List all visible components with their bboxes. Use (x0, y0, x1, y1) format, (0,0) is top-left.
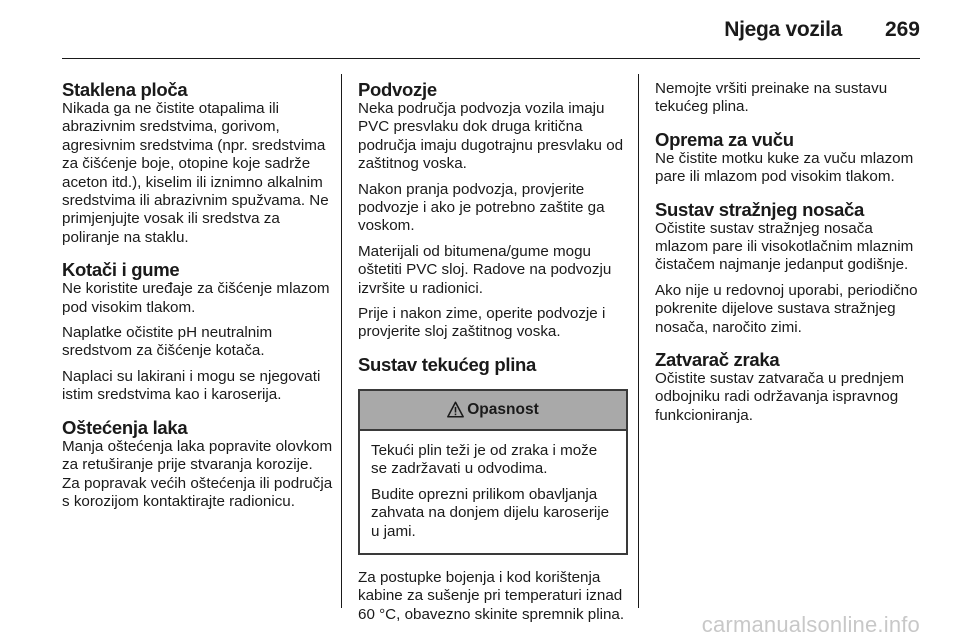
section-air-shutter (655, 350, 925, 425)
paragraph: Naplatke očistite pH neutralnim sredstvom za čišćenje kotača. (62, 324, 273, 360)
warning-triangle-icon (447, 401, 464, 418)
warning-body (360, 431, 626, 553)
paragraph: Nemojte vršiti preinake na sustavu tekućeg plina. (655, 80, 888, 116)
column-1 (62, 80, 334, 524)
section-wheels (62, 260, 334, 404)
section-heading: Podvozje (358, 79, 437, 100)
paragraph: Ne čistite motku kuke za vuču mlazom pare ili mlazom pod visokim tlakom. (655, 149, 914, 186)
paragraph: Za postupke bojenja i kod korištenja kabine za sušenje pri temperaturi iznad 60 °C, obavezno skinite spremnik plina. (358, 568, 625, 623)
page-number: 269 (884, 18, 920, 41)
paragraph: Ne koristite uređaje za čišćenje mlazom pod visokim tlakom. (62, 280, 330, 316)
section-lpg-intro (655, 80, 925, 117)
paragraph: Budite oprezni prilikom obavljanja zahvata na donjem dijelu karoserije u jami. (371, 485, 610, 540)
section-heading: Sustav stražnjeg nosača (655, 198, 865, 220)
column-divider-1 (341, 74, 342, 608)
section-rear-carrier (655, 200, 925, 337)
section-towing (655, 130, 925, 187)
watermark: carmanualsonline.info (701, 612, 920, 637)
warning-header (360, 391, 626, 431)
paragraph: Manja oštećenja laka popravite olovkom za retuširanje prije stvaranja korozije. Za popravak većih oštećenja ili područja s korozijom kontaktirajte radionicu. (62, 437, 333, 510)
header-rule (62, 58, 920, 59)
paragraph: Tekući plin teži je od zraka i može se zadržavati u odvodima. (371, 441, 598, 478)
section-lpg-system (358, 355, 628, 624)
section-heading: Oprema za vuču (655, 128, 794, 150)
paragraph: Nakon pranja podvozja, provjerite podvozje i ako je potrebno zaštite ga voskom. (358, 180, 605, 235)
section-underbody (358, 80, 628, 342)
section-glass (62, 80, 334, 247)
paragraph: Nikada ga ne čistite otapalima ili abrazivnim sredstvima, gorivom, agresivnim sredstvima (npr. sredstvima za čišćenje boje, otopine koje sadrže aceton itd.), kiselim ili iznimno alkalnim sredstvima ili abrazivnim spužvama. Ne primjenjujte vosak ili sredstva za poliranje na staklu. (62, 100, 329, 246)
warning-box (358, 389, 628, 555)
paragraph: Materijali od bitumena/gume mogu oštetiti PVC sloj. Radove na podvozju izvršite u radionici. (358, 242, 612, 297)
section-heading: Oštećenja laka (62, 416, 188, 438)
paragraph: Očistite sustav stražnjeg nosača mlazom pare ili visokotlačnim mlaznim čistačem najmanje jedanput godišnje. (655, 219, 914, 274)
section-heading: Kotači i gume (62, 259, 180, 281)
warning-title: Opasnost (467, 400, 539, 418)
column-3 (655, 80, 925, 438)
section-heading: Sustav tekućeg plina (358, 353, 537, 375)
column-divider-2 (638, 74, 639, 608)
header-title: Njega vozila (724, 18, 842, 41)
section-heading: Zatvarač zraka (655, 349, 780, 371)
paragraph: Prije i nakon zime, operite podvozje i provjerite sloj zaštitnog voska. (358, 305, 606, 341)
paragraph: Naplaci su lakirani i mogu se njegovati istim sredstvima kao i karoserija. (62, 367, 321, 404)
paragraph: Očistite sustav zatvarača u prednjem odbojniku radi održavanja ispravnog funkcioniranja. (655, 370, 905, 424)
column-2 (358, 80, 628, 637)
paragraph: Ako nije u redovnoj uporabi, periodično pokrenite dijelove sustava stražnjeg nosača, naročito zimi. (655, 281, 918, 336)
section-heading: Staklena ploča (62, 79, 188, 100)
section-paint-damage (62, 418, 334, 512)
paragraph: Neka područja podvozja vozila imaju PVC presvlaku dok druga kritična područja imaju dugotrajnu presvlaku od zaštitnog voska. (358, 100, 624, 173)
